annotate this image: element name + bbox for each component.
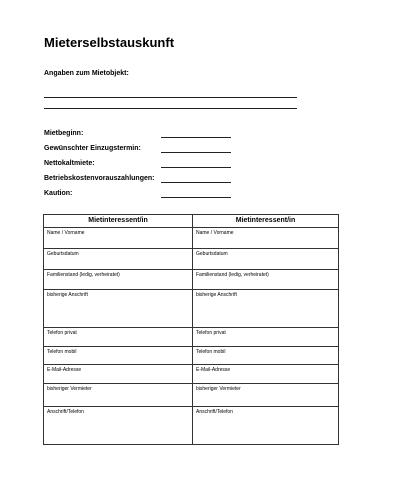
section-label-rental-object: Angaben zum Mietobjekt: [44,70,129,77]
table-header-row [44,215,339,228]
cell-birthdate-tenant-1[interactable]: Geburtsdatum [44,249,193,270]
table-row [44,270,339,290]
cell-previous-landlord-tenant-1[interactable]: bisheriger Vermieter [44,384,193,407]
table-row [44,384,339,407]
cell-previous-address-tenant-1[interactable]: bisherige Anschrift [44,290,193,328]
field-label-lease-start: Mietbeginn: [44,130,84,137]
field-label-net-rent: Nettokaltmiete: [44,160,95,167]
cell-phone-private-tenant-1[interactable]: Telefon privat [44,328,193,347]
cell-phone-mobile-tenant-2[interactable]: Telefon mobil [193,347,339,365]
cell-previous-landlord-tenant-2[interactable]: bisheriger Vermieter [193,384,339,407]
field-label-deposit: Kaution: [44,190,73,197]
column-header-tenant-2: Mietinteressent/in [193,215,339,228]
field-line-move-in-date[interactable] [161,152,231,153]
field-line-deposit[interactable] [161,197,231,198]
table-row [44,328,339,347]
tenant-table [43,214,339,445]
cell-phone-private-tenant-2[interactable]: Telefon privat [193,328,339,347]
table-row [44,249,339,270]
rental-object-line-1[interactable] [44,97,297,98]
cell-previous-address-tenant-2[interactable]: bisherige Anschrift [193,290,339,328]
cell-landlord-contact-tenant-1[interactable]: Anschrift/Telefon [44,407,193,445]
cell-marital-status-tenant-2[interactable]: Familienstand (ledig, verheiratet) [193,270,339,290]
cell-phone-mobile-tenant-1[interactable]: Telefon mobil [44,347,193,365]
table-row [44,347,339,365]
column-header-tenant-1: Mietinteressent/in [44,215,193,228]
document-title: Mieterselbstauskunft [44,35,175,50]
table-row [44,407,339,445]
field-line-lease-start[interactable] [161,137,231,138]
field-label-operating-costs: Betriebskostenvorauszahlungen: [44,175,155,182]
table-row [44,290,339,328]
field-label-move-in-date: Gewünschter Einzugstermin: [44,145,141,152]
cell-birthdate-tenant-2[interactable]: Geburtsdatum [193,249,339,270]
cell-name-tenant-1[interactable]: Name / Vorname [44,228,193,249]
table-row [44,228,339,249]
rental-object-line-2[interactable] [44,108,297,109]
table-row [44,365,339,384]
cell-landlord-contact-tenant-2[interactable]: Anschrift/Telefon [193,407,339,445]
field-line-operating-costs[interactable] [161,182,231,183]
cell-name-tenant-2[interactable]: Name / Vorname [193,228,339,249]
cell-email-tenant-1[interactable]: E-Mail-Adresse [44,365,193,384]
cell-marital-status-tenant-1[interactable]: Familienstand (ledig, verheiratet) [44,270,193,290]
cell-email-tenant-2[interactable]: E-Mail-Adresse [193,365,339,384]
field-line-net-rent[interactable] [161,167,231,168]
